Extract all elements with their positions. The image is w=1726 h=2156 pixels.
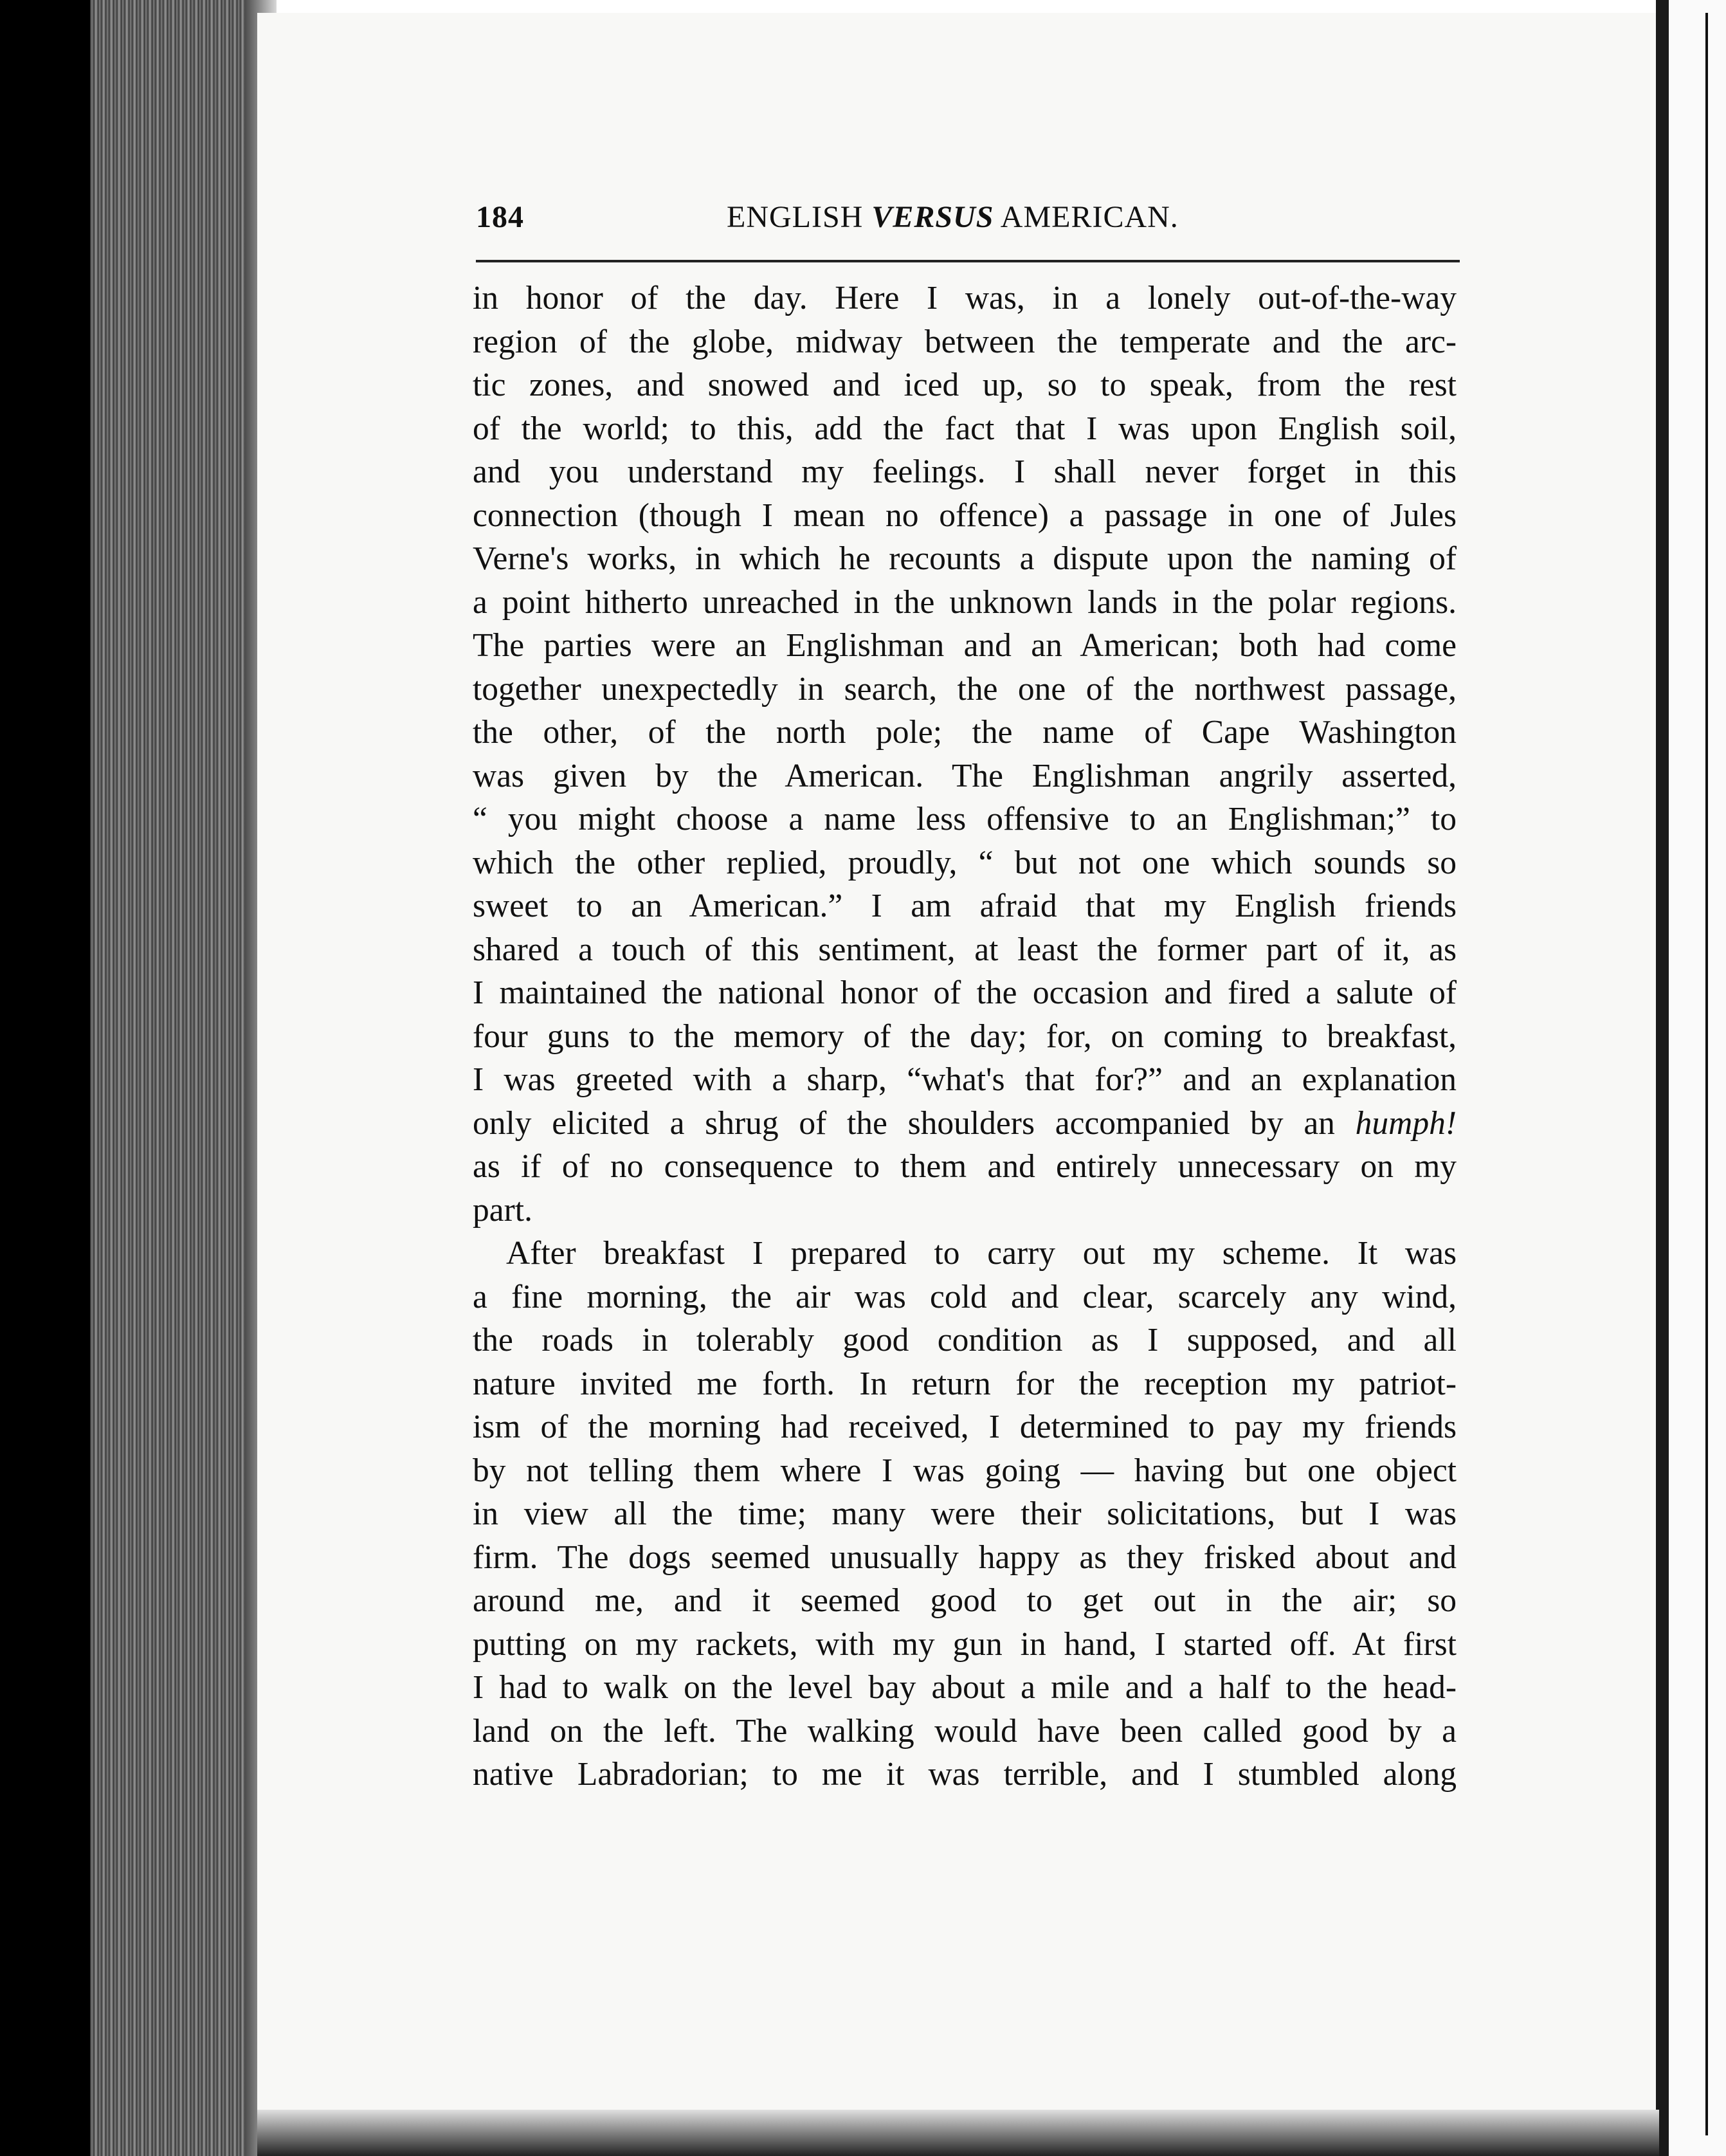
text-line: region of the globe, midway between the temperate and the arc- [473,323,1457,360]
text-line [473,1102,1457,1146]
text-line: by not telling them where I was going — having but one object [473,1452,1457,1489]
text-line: I had to walk on the level bay about a mile and a half to the head- [473,1669,1457,1706]
text-line: firm. The dogs seemed unusually happy as they frisked about and [473,1539,1457,1576]
running-head [727,199,1179,235]
running-head-post: AMERICAN. [994,200,1179,234]
text-line: of the world; to this, add the fact that I was upon English soil, [473,410,1457,447]
text-line: “ you might choose a name less offensive to an Englishman;” to [473,801,1457,837]
running-head-pre: ENGLISH [727,200,872,234]
text-line: a point hitherto unreached in the unknown lands in the polar regions. [473,583,1457,621]
text-line: in honor of the day. Here I was, in a lonely out-of-the-way [473,280,1457,316]
paragraph-1 [473,277,1457,1232]
text-line: which the other replied, proudly, “ but not one which sounds so [473,844,1457,881]
text-line: the other, of the north pole; the name of Cape Washington [473,714,1457,751]
text-line: four guns to the memory of the day; for, on coming to breakfast, [473,1018,1457,1055]
page-header [476,199,1460,251]
text-line: The parties were an Englishman and an American; both had come [473,627,1457,664]
text-line: native Labradorian; to me it was terrible, and I stumbled along [473,1756,1457,1793]
text-line: nature invited me forth. In return for the reception my patriot- [473,1365,1457,1402]
text-line: part. [473,1191,532,1229]
text-line: After breakfast I prepared to carry out my scheme. It was [506,1235,1457,1272]
text-line: the roads in tolerably good condition as I supposed, and all [473,1322,1457,1358]
text-line: I was greeted with a sharp, “what's that for?” and an explanation [473,1061,1457,1098]
right-page-edge-shadow [1656,0,1669,2156]
text-line: land on the left. The walking would have been called good by a [473,1712,1457,1749]
text-line: putting on my rackets, with my gun in hand, I started off. At first [473,1625,1457,1663]
bottom-page-shadow [257,2110,1659,2156]
right-facing-page [1669,0,1726,2156]
page-number: 184 [476,200,524,234]
text-line: as if of no consequence to them and entirely unnecessary on my [473,1148,1457,1185]
body-text [473,277,1457,1796]
text-line: in view all the time; many were their solicitations, but I was [473,1495,1457,1532]
text-line: Verne's works, in which he recounts a dispute upon the naming of [473,540,1457,577]
text-span: only elicited a shrug of the shoulders accompanied by an [473,1104,1356,1142]
book-page-edges [90,0,244,2156]
text-line: ism of the morning had received, I determined to pay my friends [473,1409,1457,1445]
paragraph-2 [473,1232,1457,1796]
text-line: I maintained the national honor of the occasion and fired a salute of [473,974,1457,1011]
running-head-italic: VERSUS [871,200,994,234]
text-line: sweet to an American.” I am afraid that my English friends [473,888,1457,924]
text-line: connection (though I mean no offence) a passage in one of Jules [473,497,1457,534]
text-line: a fine morning, the air was cold and clear, scarcely any wind, [473,1278,1457,1315]
text-line: was given by the American. The Englishman angrily asserted, [473,757,1457,794]
text-line: around me, and it seemed good to get out in the air; so [473,1582,1457,1619]
text-line: shared a touch of this sentiment, at least the former part of it, as [473,931,1457,968]
text-line: tic zones, and snowed and iced up, so to speak, from the rest [473,367,1457,403]
header-rule [476,260,1460,262]
right-page-edge-line [1705,13,1708,2135]
italic-word: humph! [1355,1104,1457,1142]
text-line: together unexpectedly in search, the one of the northwest passage, [473,670,1457,708]
margin-mark [4,531,14,537]
margin-mark [6,373,21,376]
text-line: and you understand my feelings. I shall never forget in this [473,453,1457,490]
